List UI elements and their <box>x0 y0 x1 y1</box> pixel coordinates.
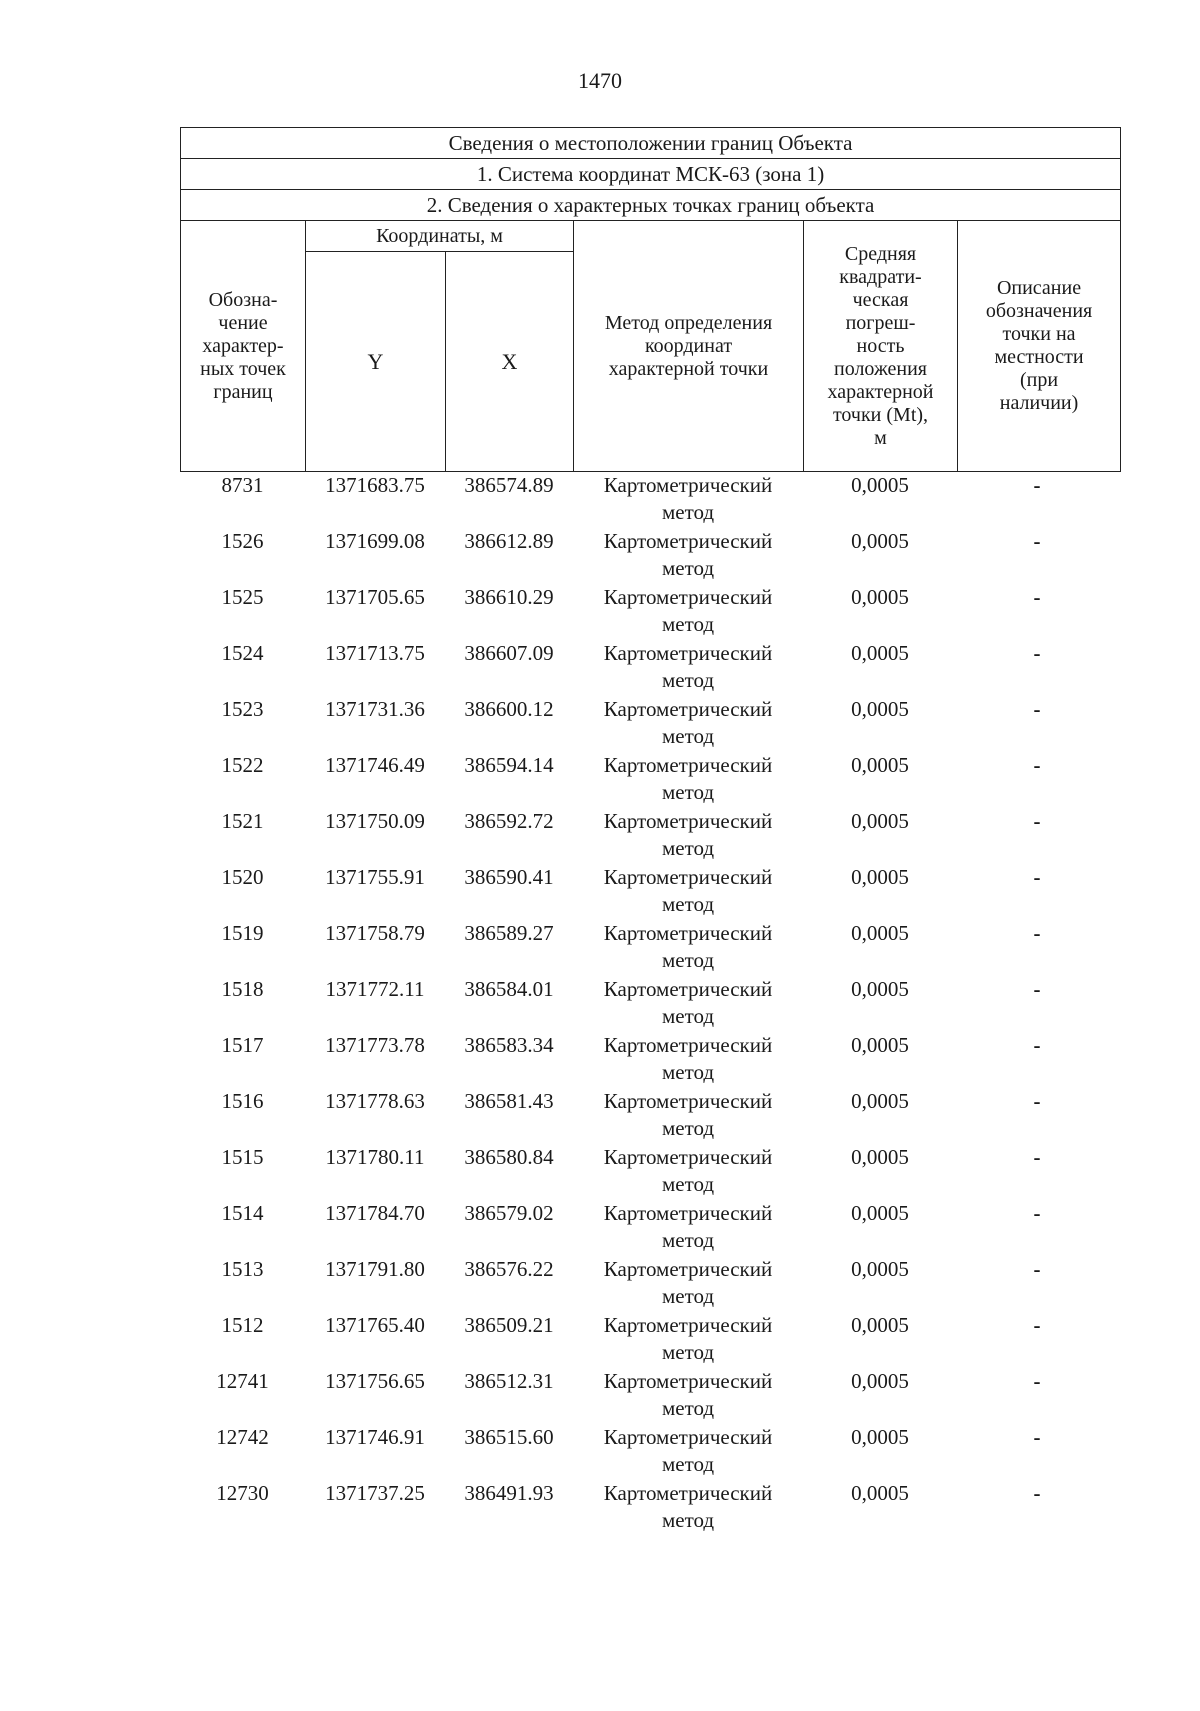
point-id: 1522 <box>221 753 264 777</box>
description: - <box>1033 1313 1041 1337</box>
method: Картометрический метод <box>603 753 773 804</box>
method: Картометрический метод <box>603 1201 773 1252</box>
column-header-x: X <box>446 252 574 472</box>
coord-x: 386581.43 <box>464 1089 554 1113</box>
method: Картометрический метод <box>603 585 773 636</box>
table-row <box>180 696 1120 752</box>
coord-y: 1371778.63 <box>325 1089 425 1113</box>
method: Картометрический метод <box>603 641 773 692</box>
coord-x: 386583.34 <box>464 1033 554 1057</box>
table-row <box>180 752 1120 808</box>
mean-error: 0,0005 <box>851 1481 909 1505</box>
method: Картометрический метод <box>603 1369 773 1420</box>
description: - <box>1033 529 1041 553</box>
method: Картометрический метод <box>603 1481 773 1532</box>
coord-y: 1371784.70 <box>325 1201 425 1225</box>
description: - <box>1033 753 1041 777</box>
table-title: Сведения о местоположении границ Объекта <box>181 128 1121 159</box>
mean-error: 0,0005 <box>851 809 909 833</box>
table-row <box>180 920 1120 976</box>
point-id: 1515 <box>221 1145 264 1169</box>
mean-error: 0,0005 <box>851 921 909 945</box>
coord-x: 386512.31 <box>464 1369 554 1393</box>
mean-error: 0,0005 <box>851 1425 909 1449</box>
table-row <box>180 528 1120 584</box>
description: - <box>1033 641 1041 665</box>
method: Картометрический метод <box>603 977 773 1028</box>
method: Картометрический метод <box>603 1033 773 1084</box>
method: Картометрический метод <box>603 921 773 972</box>
mean-error: 0,0005 <box>851 1257 909 1281</box>
coord-y: 1371713.75 <box>325 641 425 665</box>
method: Картометрический метод <box>603 1257 773 1308</box>
table-row <box>180 1200 1120 1256</box>
description: - <box>1033 697 1041 721</box>
point-id: 1514 <box>221 1201 264 1225</box>
method: Картометрический метод <box>603 809 773 860</box>
column-header-y: Y <box>306 252 446 472</box>
table-row <box>180 1424 1120 1480</box>
point-id: 1513 <box>221 1257 264 1281</box>
coord-x: 386612.89 <box>464 529 554 553</box>
point-id: 1512 <box>221 1313 264 1337</box>
description: - <box>1033 1369 1041 1393</box>
table-row <box>180 1256 1120 1312</box>
mean-error: 0,0005 <box>851 1145 909 1169</box>
coord-y: 1371758.79 <box>325 921 425 945</box>
coord-x: 386491.93 <box>464 1481 554 1505</box>
coord-x: 386600.12 <box>464 697 554 721</box>
header-table <box>180 127 1121 472</box>
point-id: 1525 <box>221 585 264 609</box>
point-id: 1526 <box>221 529 264 553</box>
mean-error: 0,0005 <box>851 1313 909 1337</box>
coord-x: 386509.21 <box>464 1313 554 1337</box>
mean-error: 0,0005 <box>851 641 909 665</box>
coord-y: 1371683.75 <box>325 473 425 497</box>
point-id: 8731 <box>221 473 264 497</box>
description: - <box>1033 1257 1041 1281</box>
description: - <box>1033 1481 1041 1505</box>
mean-error: 0,0005 <box>851 865 909 889</box>
method: Картометрический метод <box>603 1313 773 1364</box>
mean-error: 0,0005 <box>851 697 909 721</box>
table-row <box>180 864 1120 920</box>
data-rows <box>180 472 1120 1536</box>
description: - <box>1033 977 1041 1001</box>
coord-y: 1371791.80 <box>325 1257 425 1281</box>
point-id: 12742 <box>216 1425 269 1449</box>
table-row <box>180 1480 1120 1536</box>
description: - <box>1033 1033 1041 1057</box>
table-row <box>180 1368 1120 1424</box>
page-number: 1470 <box>578 68 622 93</box>
coordinate-system: 1. Система координат МСК-63 (зона 1) <box>181 159 1121 190</box>
coord-x: 386574.89 <box>464 473 554 497</box>
table-row <box>180 1032 1120 1088</box>
coord-x: 386515.60 <box>464 1425 554 1449</box>
table-row <box>180 584 1120 640</box>
table-row <box>180 808 1120 864</box>
coord-x: 386589.27 <box>464 921 554 945</box>
table-row <box>180 976 1120 1032</box>
description: - <box>1033 1201 1041 1225</box>
method: Картометрический метод <box>603 697 773 748</box>
mean-error: 0,0005 <box>851 1201 909 1225</box>
description: - <box>1033 473 1041 497</box>
table-row <box>180 1312 1120 1368</box>
method: Картометрический метод <box>603 865 773 916</box>
description: - <box>1033 1089 1041 1113</box>
coord-x: 386576.22 <box>464 1257 554 1281</box>
method: Картометрический метод <box>603 529 773 580</box>
coord-y: 1371756.65 <box>325 1369 425 1393</box>
mean-error: 0,0005 <box>851 753 909 777</box>
point-id: 1521 <box>221 809 264 833</box>
point-id: 12730 <box>216 1481 269 1505</box>
coord-x: 386594.14 <box>464 753 554 777</box>
point-id: 1523 <box>221 697 264 721</box>
coord-x: 386610.29 <box>464 585 554 609</box>
point-id: 1520 <box>221 865 264 889</box>
description: - <box>1033 921 1041 945</box>
column-header-coordinates: Координаты, м <box>306 221 574 252</box>
description: - <box>1033 1145 1041 1169</box>
section-title: 2. Сведения о характерных точках границ объекта <box>181 190 1121 221</box>
coord-y: 1371699.08 <box>325 529 425 553</box>
point-id: 12741 <box>216 1369 269 1393</box>
method: Картометрический метод <box>603 473 773 524</box>
point-id: 1524 <box>221 641 264 665</box>
method: Картометрический метод <box>603 1089 773 1140</box>
coord-y: 1371765.40 <box>325 1313 425 1337</box>
table-row <box>180 1088 1120 1144</box>
coord-x: 386580.84 <box>464 1145 554 1169</box>
table-row <box>180 472 1120 528</box>
column-header-designation: Обозна- чение характер- ных точек границ <box>181 221 306 472</box>
table-row <box>180 1144 1120 1200</box>
coord-y: 1371746.49 <box>325 753 425 777</box>
coord-y: 1371731.36 <box>325 697 425 721</box>
coord-y: 1371755.91 <box>325 865 425 889</box>
coord-y: 1371705.65 <box>325 585 425 609</box>
coord-y: 1371780.11 <box>325 1145 425 1169</box>
coord-y: 1371772.11 <box>325 977 425 1001</box>
mean-error: 0,0005 <box>851 1033 909 1057</box>
description: - <box>1033 585 1041 609</box>
coord-x: 386592.72 <box>464 809 554 833</box>
point-id: 1519 <box>221 921 264 945</box>
column-header-method: Метод определения координат характерной точки <box>574 221 804 472</box>
coord-x: 386584.01 <box>464 977 554 1001</box>
mean-error: 0,0005 <box>851 585 909 609</box>
coord-y: 1371746.91 <box>325 1425 425 1449</box>
mean-error: 0,0005 <box>851 529 909 553</box>
description: - <box>1033 809 1041 833</box>
point-id: 1517 <box>221 1033 264 1057</box>
coord-x: 386579.02 <box>464 1201 554 1225</box>
mean-error: 0,0005 <box>851 473 909 497</box>
column-header-error: Средняя квадрати- ческая погреш- ность положения характерной точки (Mt), м <box>804 221 958 472</box>
mean-error: 0,0005 <box>851 977 909 1001</box>
description: - <box>1033 1425 1041 1449</box>
method: Картометрический метод <box>603 1425 773 1476</box>
coord-y: 1371737.25 <box>325 1481 425 1505</box>
coord-y: 1371773.78 <box>325 1033 425 1057</box>
coord-x: 386607.09 <box>464 641 554 665</box>
coord-y: 1371750.09 <box>325 809 425 833</box>
point-id: 1518 <box>221 977 264 1001</box>
mean-error: 0,0005 <box>851 1089 909 1113</box>
column-header-description: Описание обозначения точки на местности (при наличии) <box>958 221 1121 472</box>
table-row <box>180 640 1120 696</box>
description: - <box>1033 865 1041 889</box>
mean-error: 0,0005 <box>851 1369 909 1393</box>
point-id: 1516 <box>221 1089 264 1113</box>
coord-x: 386590.41 <box>464 865 554 889</box>
method: Картометрический метод <box>603 1145 773 1196</box>
